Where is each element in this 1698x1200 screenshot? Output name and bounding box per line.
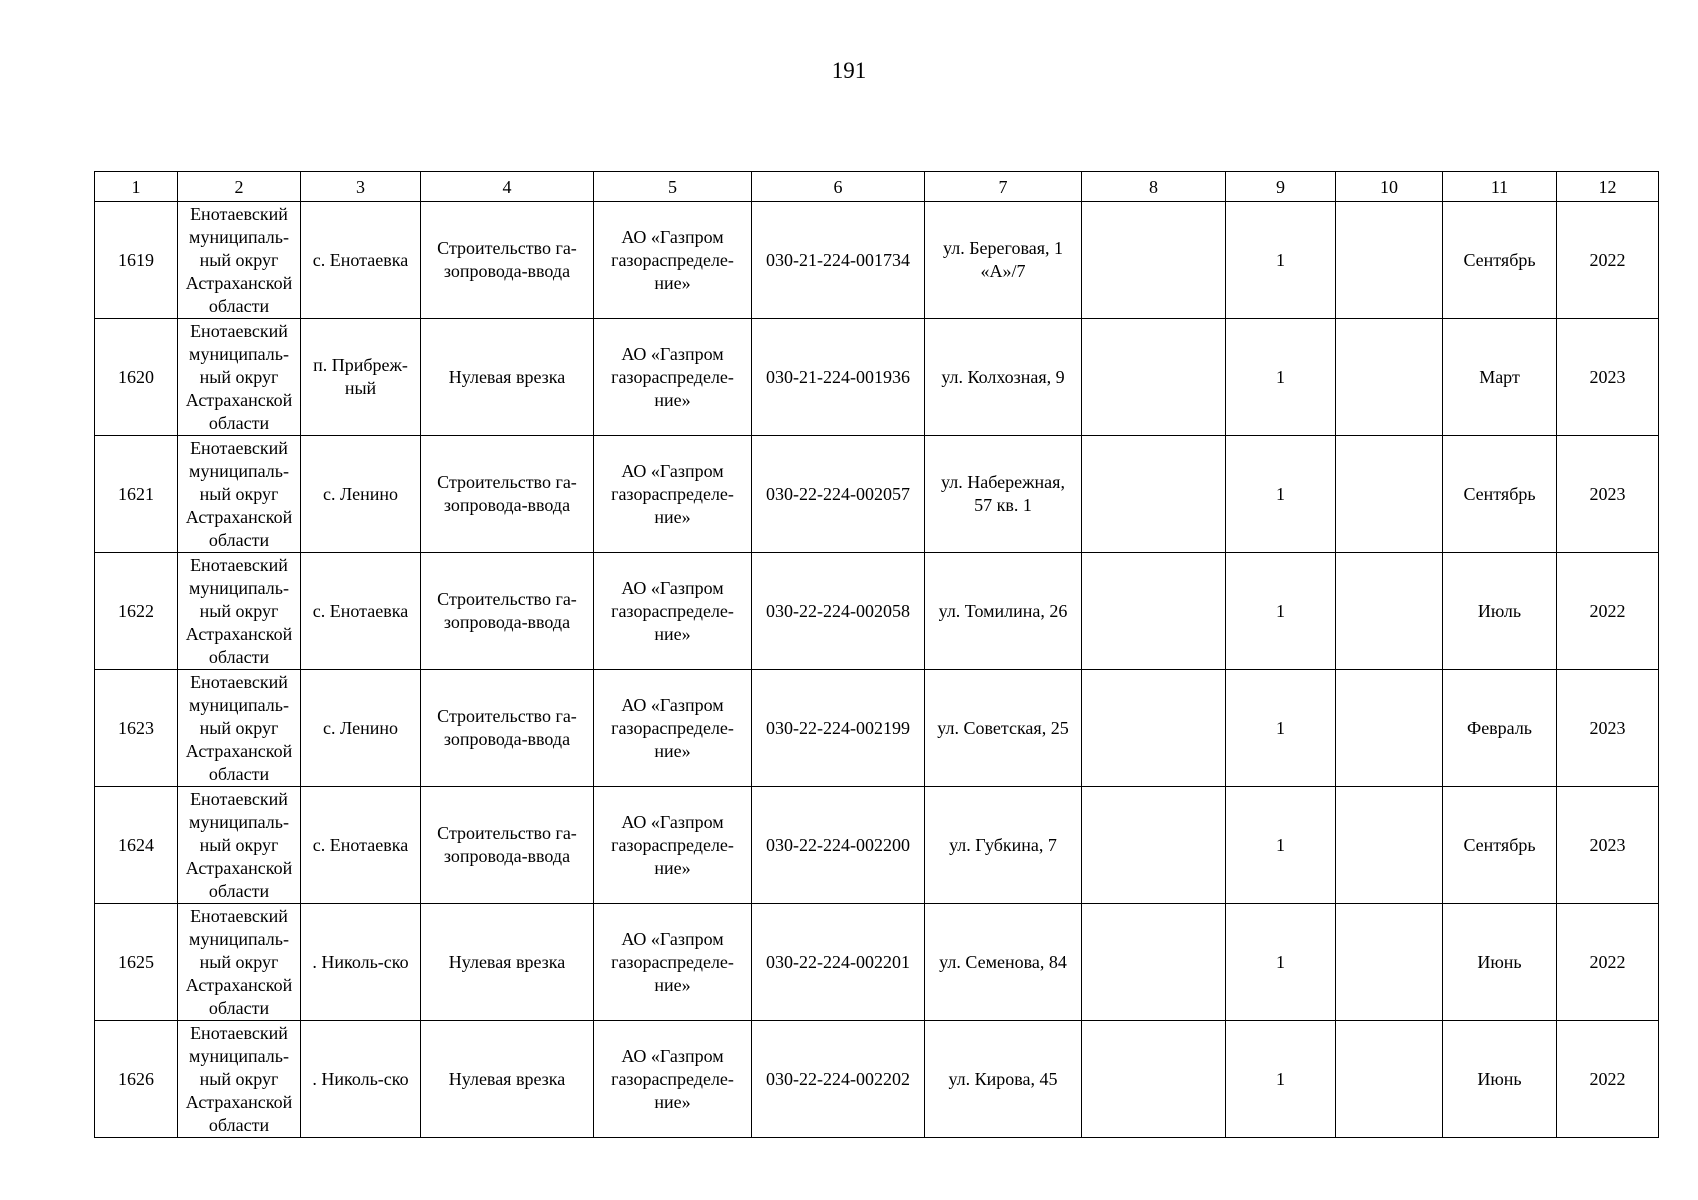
- quantity-cell-text: 1: [1276, 834, 1285, 855]
- district-cell: [178, 904, 301, 1021]
- locality-cell: [301, 436, 421, 553]
- address-cell-text: ул. Набережная, 57 кв. 1: [941, 472, 1065, 515]
- column-8-cell: [1082, 436, 1226, 553]
- organization-cell: [594, 202, 752, 319]
- object-code-cell: [752, 1021, 925, 1138]
- quantity-cell: [1226, 904, 1336, 1021]
- district-cell-text: Енотаевский муниципаль- ный округ Астраханской области: [185, 905, 293, 1018]
- address-cell-text: ул. Кирова, 45: [948, 1068, 1058, 1089]
- work-type-cell-text: Нулевая врезка: [448, 951, 566, 972]
- locality-cell: [301, 553, 421, 670]
- organization-cell: [594, 787, 752, 904]
- year-cell: [1557, 436, 1659, 553]
- object-code-cell-text: 030-21-224-001734: [766, 249, 910, 270]
- work-type-cell-text: Строительство га- зопровода-ввода: [437, 823, 577, 866]
- column-header-7: 7: [925, 172, 1082, 202]
- column-header-10: 10: [1336, 172, 1443, 202]
- column-8-cell: [1082, 904, 1226, 1021]
- object-code-cell: [752, 202, 925, 319]
- row-number-cell: [95, 553, 178, 670]
- locality-cell-text: с. Енотаевка: [312, 834, 409, 855]
- column-header-3: 3: [301, 172, 421, 202]
- month-cell: [1443, 670, 1557, 787]
- year-cell: [1557, 319, 1659, 436]
- year-cell: [1557, 904, 1659, 1021]
- year-cell-text: 2023: [1589, 483, 1626, 504]
- column-header-11: 11: [1443, 172, 1557, 202]
- column-numbers-row: [95, 172, 1659, 202]
- column-10-cell: [1336, 1021, 1443, 1138]
- row-number-cell: [95, 904, 178, 1021]
- quantity-cell: [1226, 202, 1336, 319]
- row-number-cell-text: 1619: [118, 249, 154, 270]
- object-code-cell-text: 030-21-224-001936: [766, 366, 910, 387]
- address-cell-text: ул. Семенова, 84: [939, 951, 1067, 972]
- district-cell-text: Енотаевский муниципаль- ный округ Астраханской области: [185, 788, 293, 901]
- district-cell-text: Енотаевский муниципаль- ный округ Астраханской области: [185, 554, 293, 667]
- work-type-cell: [421, 436, 594, 553]
- object-code-cell-text: 030-22-224-002199: [766, 717, 910, 738]
- quantity-cell: [1226, 436, 1336, 553]
- district-cell-text: Енотаевский муниципаль- ный округ Астраханской области: [185, 320, 293, 433]
- locality-cell: [301, 1021, 421, 1138]
- page-number: 191: [831, 58, 867, 83]
- column-10-cell: [1336, 670, 1443, 787]
- month-cell: [1443, 553, 1557, 670]
- object-code-cell: [752, 553, 925, 670]
- quantity-cell: [1226, 787, 1336, 904]
- row-number-cell-text: 1625: [118, 951, 154, 972]
- address-cell-text: ул. Советская, 25: [937, 717, 1069, 738]
- address-cell: [925, 319, 1082, 436]
- column-header-6: 6: [752, 172, 925, 202]
- address-cell: [925, 904, 1082, 1021]
- district-cell: [178, 1021, 301, 1138]
- row-number-cell-text: 1623: [118, 717, 154, 738]
- locality-cell: [301, 904, 421, 1021]
- row-number-cell: [95, 787, 178, 904]
- district-cell: [178, 553, 301, 670]
- column-header-12: 12: [1557, 172, 1659, 202]
- table-row: [95, 319, 1659, 436]
- organization-cell: [594, 1021, 752, 1138]
- organization-cell: [594, 904, 752, 1021]
- column-10-cell: [1336, 553, 1443, 670]
- column-8-cell: [1082, 1021, 1226, 1138]
- row-number-cell: [95, 202, 178, 319]
- organization-cell-text: АО «Газпром газораспределе- ние»: [611, 811, 734, 878]
- locality-cell: [301, 787, 421, 904]
- year-cell-text: 2022: [1589, 600, 1626, 621]
- quantity-cell: [1226, 319, 1336, 436]
- organization-cell: [594, 436, 752, 553]
- work-type-cell-text: Нулевая врезка: [448, 1068, 566, 1089]
- address-cell-text: ул. Береговая, 1 «А»/7: [943, 238, 1063, 281]
- row-number-cell: [95, 319, 178, 436]
- address-cell-text: ул. Колхозная, 9: [941, 366, 1065, 387]
- row-number-cell-text: 1622: [118, 600, 154, 621]
- year-cell: [1557, 670, 1659, 787]
- month-cell-text: Февраль: [1466, 717, 1533, 738]
- locality-cell-text: . Николь-ско: [312, 1068, 409, 1089]
- locality-cell: [301, 202, 421, 319]
- address-cell: [925, 787, 1082, 904]
- year-cell-text: 2023: [1589, 717, 1626, 738]
- object-code-cell-text: 030-22-224-002057: [766, 483, 910, 504]
- gasification-register-table: [94, 171, 1659, 1138]
- year-cell: [1557, 202, 1659, 319]
- organization-cell: [594, 670, 752, 787]
- object-code-cell-text: 030-22-224-002200: [766, 834, 910, 855]
- row-number-cell: [95, 670, 178, 787]
- district-cell: [178, 670, 301, 787]
- address-cell: [925, 436, 1082, 553]
- table-row: [95, 553, 1659, 670]
- district-cell: [178, 319, 301, 436]
- column-8-cell: [1082, 787, 1226, 904]
- object-code-cell: [752, 670, 925, 787]
- table-row: [95, 670, 1659, 787]
- year-cell: [1557, 1021, 1659, 1138]
- year-cell-text: 2022: [1589, 1068, 1626, 1089]
- month-cell: [1443, 436, 1557, 553]
- work-type-cell: [421, 553, 594, 670]
- month-cell-text: Июнь: [1477, 1068, 1522, 1089]
- table-row: [95, 1021, 1659, 1138]
- district-cell-text: Енотаевский муниципаль- ный округ Астраханской области: [185, 437, 293, 550]
- address-cell: [925, 1021, 1082, 1138]
- month-cell-text: Март: [1479, 366, 1520, 387]
- work-type-cell-text: Строительство га- зопровода-ввода: [437, 238, 577, 281]
- month-cell-text: Сентябрь: [1463, 834, 1536, 855]
- district-cell: [178, 436, 301, 553]
- table-row: [95, 202, 1659, 319]
- year-cell-text: 2022: [1589, 951, 1626, 972]
- work-type-cell: [421, 1021, 594, 1138]
- quantity-cell-text: 1: [1276, 483, 1285, 504]
- year-cell-text: 2023: [1589, 834, 1626, 855]
- work-type-cell-text: Строительство га- зопровода-ввода: [437, 589, 577, 632]
- locality-cell: [301, 670, 421, 787]
- year-cell: [1557, 553, 1659, 670]
- organization-cell-text: АО «Газпром газораспределе- ние»: [611, 343, 734, 410]
- organization-cell-text: АО «Газпром газораспределе- ние»: [611, 694, 734, 761]
- address-cell: [925, 202, 1082, 319]
- quantity-cell: [1226, 1021, 1336, 1138]
- district-cell: [178, 202, 301, 319]
- address-cell-text: ул. Губкина, 7: [949, 834, 1057, 855]
- column-10-cell: [1336, 436, 1443, 553]
- column-header-8: 8: [1082, 172, 1226, 202]
- column-header-4: 4: [421, 172, 594, 202]
- month-cell: [1443, 202, 1557, 319]
- organization-cell: [594, 553, 752, 670]
- row-number-cell-text: 1620: [118, 366, 154, 387]
- column-10-cell: [1336, 202, 1443, 319]
- organization-cell-text: АО «Газпром газораспределе- ние»: [611, 1045, 734, 1112]
- organization-cell-text: АО «Газпром газораспределе- ние»: [611, 460, 734, 527]
- quantity-cell-text: 1: [1276, 951, 1285, 972]
- district-cell-text: Енотаевский муниципаль- ный округ Астраханской области: [185, 671, 293, 784]
- object-code-cell-text: 030-22-224-002202: [766, 1068, 910, 1089]
- quantity-cell-text: 1: [1276, 366, 1285, 387]
- object-code-cell-text: 030-22-224-002201: [766, 951, 910, 972]
- work-type-cell-text: Строительство га- зопровода-ввода: [437, 472, 577, 515]
- month-cell: [1443, 1021, 1557, 1138]
- work-type-cell: [421, 670, 594, 787]
- row-number-cell-text: 1621: [118, 483, 154, 504]
- quantity-cell: [1226, 553, 1336, 670]
- row-number-cell: [95, 436, 178, 553]
- quantity-cell: [1226, 670, 1336, 787]
- year-cell: [1557, 787, 1659, 904]
- column-header-9: 9: [1226, 172, 1336, 202]
- quantity-cell-text: 1: [1276, 1068, 1285, 1089]
- address-cell-text: ул. Томилина, 26: [938, 600, 1068, 621]
- locality-cell: [301, 319, 421, 436]
- work-type-cell: [421, 904, 594, 1021]
- work-type-cell: [421, 787, 594, 904]
- organization-cell-text: АО «Газпром газораспределе- ние»: [611, 928, 734, 995]
- locality-cell-text: п. Прибреж- ный: [313, 355, 408, 398]
- locality-cell-text: . Николь-ско: [312, 951, 409, 972]
- object-code-cell: [752, 787, 925, 904]
- column-8-cell: [1082, 553, 1226, 670]
- object-code-cell: [752, 319, 925, 436]
- column-header-5: 5: [594, 172, 752, 202]
- address-cell: [925, 553, 1082, 670]
- quantity-cell-text: 1: [1276, 717, 1285, 738]
- quantity-cell-text: 1: [1276, 600, 1285, 621]
- month-cell-text: Сентябрь: [1463, 249, 1536, 270]
- column-8-cell: [1082, 319, 1226, 436]
- year-cell-text: 2023: [1589, 366, 1626, 387]
- month-cell: [1443, 904, 1557, 1021]
- object-code-cell: [752, 436, 925, 553]
- organization-cell: [594, 319, 752, 436]
- month-cell-text: Июль: [1477, 600, 1522, 621]
- locality-cell-text: с. Ленино: [323, 483, 398, 504]
- organization-cell-text: АО «Газпром газораспределе- ние»: [611, 226, 734, 293]
- row-number-cell: [95, 1021, 178, 1138]
- row-number-cell-text: 1624: [118, 834, 154, 855]
- table-row: [95, 436, 1659, 553]
- year-cell-text: 2022: [1589, 249, 1626, 270]
- address-cell: [925, 670, 1082, 787]
- column-10-cell: [1336, 319, 1443, 436]
- locality-cell-text: с. Енотаевка: [312, 249, 409, 270]
- locality-cell-text: с. Ленино: [323, 717, 398, 738]
- column-header-2: 2: [178, 172, 301, 202]
- column-header-1: 1: [95, 172, 178, 202]
- month-cell: [1443, 319, 1557, 436]
- district-cell-text: Енотаевский муниципаль- ный округ Астраханской области: [185, 1022, 293, 1135]
- month-cell-text: Июнь: [1477, 951, 1522, 972]
- quantity-cell-text: 1: [1276, 249, 1285, 270]
- column-8-cell: [1082, 670, 1226, 787]
- work-type-cell: [421, 319, 594, 436]
- work-type-cell-text: Нулевая врезка: [448, 366, 566, 387]
- organization-cell-text: АО «Газпром газораспределе- ние»: [611, 577, 734, 644]
- table-row: [95, 787, 1659, 904]
- table-row: [95, 904, 1659, 1021]
- row-number-cell-text: 1626: [118, 1068, 154, 1089]
- table-body: [95, 172, 1659, 1138]
- column-10-cell: [1336, 904, 1443, 1021]
- column-10-cell: [1336, 787, 1443, 904]
- work-type-cell: [421, 202, 594, 319]
- month-cell: [1443, 787, 1557, 904]
- locality-cell-text: с. Енотаевка: [312, 600, 409, 621]
- month-cell-text: Сентябрь: [1463, 483, 1536, 504]
- district-cell-text: Енотаевский муниципаль- ный округ Астраханской области: [185, 203, 293, 316]
- object-code-cell: [752, 904, 925, 1021]
- district-cell: [178, 787, 301, 904]
- work-type-cell-text: Строительство га- зопровода-ввода: [437, 706, 577, 749]
- column-8-cell: [1082, 202, 1226, 319]
- object-code-cell-text: 030-22-224-002058: [766, 600, 910, 621]
